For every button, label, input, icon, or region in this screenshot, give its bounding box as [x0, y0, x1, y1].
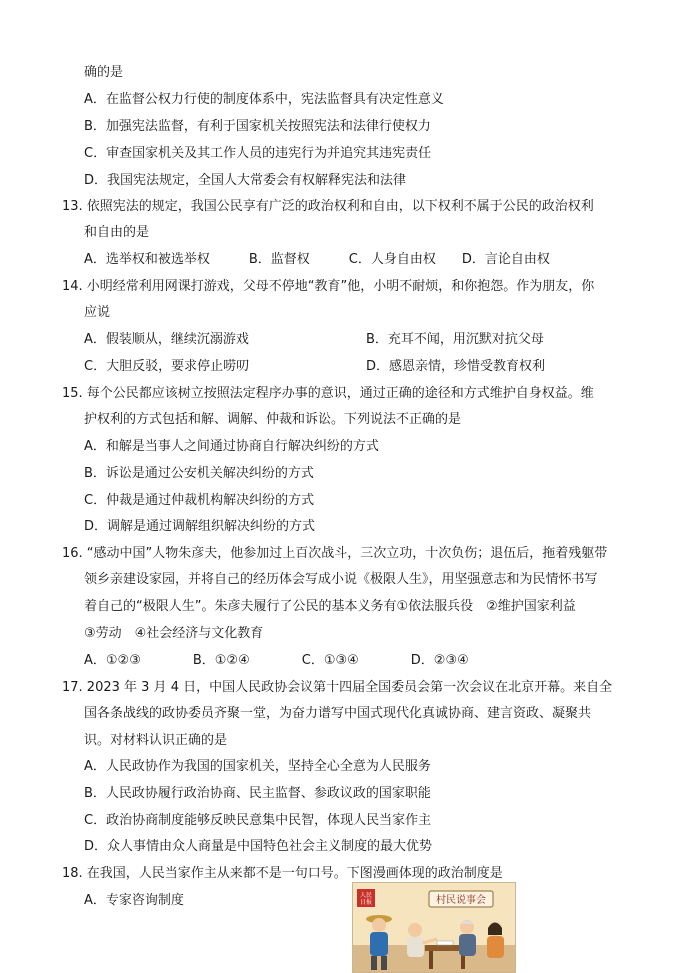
q13-options: A．选举权和被选举权 B．监督权 C．人身自由权 D．言论自由权: [84, 252, 550, 267]
q13-stem: 13. 依照宪法的规定，我国公民享有广泛的政治权利和自由，以下权利不属于公民的政治权利: [62, 199, 594, 214]
q15-option-d: D．调解是通过调解组织解决纠纷的方式: [84, 519, 316, 534]
q12-option-c: C．审查国家机关及其工作人员的违宪行为并追究其违宪责任: [84, 146, 432, 161]
q17-option-b: B．人民政协履行政治协商、民主监督、参政议政的国家职能: [84, 786, 431, 801]
q15-stem: 15. 每个公民都应该树立按照法定程序办事的意识，通过正确的途径和方式维护自身权益。维: [62, 386, 594, 401]
q13-stem-cont: 和自由的是: [84, 225, 150, 240]
q16-stem: 16. “感动中国”人物朱彦夫，他参加过上百次战斗，三次立功，十次负伤；退伍后，拖着残躯带: [62, 546, 608, 561]
q17-option-d: D．众人事情由众人商量是中国特色社会主义制度的最大优势: [84, 839, 433, 854]
q17-stem: 17. 2023 年 3 月 4 日，中国人民政协会议第十四届全国委员会第一次会议在北京开幕。来自全: [62, 680, 613, 695]
q12-option-a: A．在监督公权力行使的制度体系中，宪法监督具有决定性意义: [84, 92, 444, 107]
q14-option-a: A．假装顺从，继续沉溺游戏: [84, 332, 249, 347]
q16-stem-cont-3: ③劳动 ④社会经济与文化教育: [84, 626, 264, 641]
q15-option-c: C．仲裁是通过仲裁机构解决纠纷的方式: [84, 493, 315, 508]
q14-option-c: C．大胆反驳，要求停止唠叨: [84, 359, 250, 374]
svg-text:人民: 人民: [359, 892, 373, 899]
q16-options: A．①②③ B．①②④ C．①③④ D．②③④: [84, 653, 469, 668]
q14-option-d: D．感恩亲情，珍惜受教育权利: [366, 359, 546, 374]
q18-stem: 18. 在我国，人民当家作主从来都不是一句口号。下图漫画体现的政治制度是: [62, 866, 503, 881]
svg-text:日报: 日报: [359, 899, 373, 906]
q14-stem-cont: 应说: [84, 305, 111, 320]
comic-illustration: [353, 883, 515, 972]
q14-stem: 14. 小明经常利用网课打游戏，父母不停地“教育”他，小明不耐烦，和你抱怨。作为朋友，你: [62, 279, 595, 294]
q18-option-a: A．专家咨询制度: [84, 893, 184, 908]
q12-option-d: D．我国宪法规定，全国人大常委会有权解释宪法和法律: [84, 173, 407, 188]
sign-text: 村民说事会: [436, 895, 486, 906]
village-meeting-comic: [352, 882, 516, 973]
q17-stem-cont-2: 识。对材料认识正确的是: [84, 733, 228, 748]
q17-option-c: C．政治协商制度能够反映民意集中民智，体现人民当家作主: [84, 813, 432, 828]
q15-option-b: B．诉讼是通过公安机关解决纠纷的方式: [84, 466, 314, 481]
q16-stem-cont-1: 领乡亲建设家园，并将自己的经历体会写成小说《极限人生》，用坚强意志和为民情怀书写: [84, 572, 598, 587]
q14-option-b: B．充耳不闻，用沉默对抗父母: [366, 332, 544, 347]
q12-option-b: B．加强宪法监督，有利于国家机关按照宪法和法律行使权力: [84, 119, 431, 134]
q15-option-a: A．和解是当事人之间通过协商自行解决纠纷的方式: [84, 439, 379, 454]
q15-stem-cont: 护权利的方式包括和解、调解、仲裁和诉讼。下列说法不正确的是: [84, 412, 462, 427]
q12-stem-end: 确的是: [84, 65, 124, 80]
q17-option-a: A．人民政协作为我国的国家机关，坚持全心全意为人民服务: [84, 759, 431, 774]
q17-stem-cont-1: 国各条战线的政协委员齐聚一堂，为奋力谱写中国式现代化真诚协商、建言资政、凝聚共: [84, 706, 592, 721]
q16-stem-cont-2: 着自己的“极限人生”。朱彦夫履行了公民的基本义务有①依法服兵役 ②维护国家利益: [84, 599, 576, 614]
